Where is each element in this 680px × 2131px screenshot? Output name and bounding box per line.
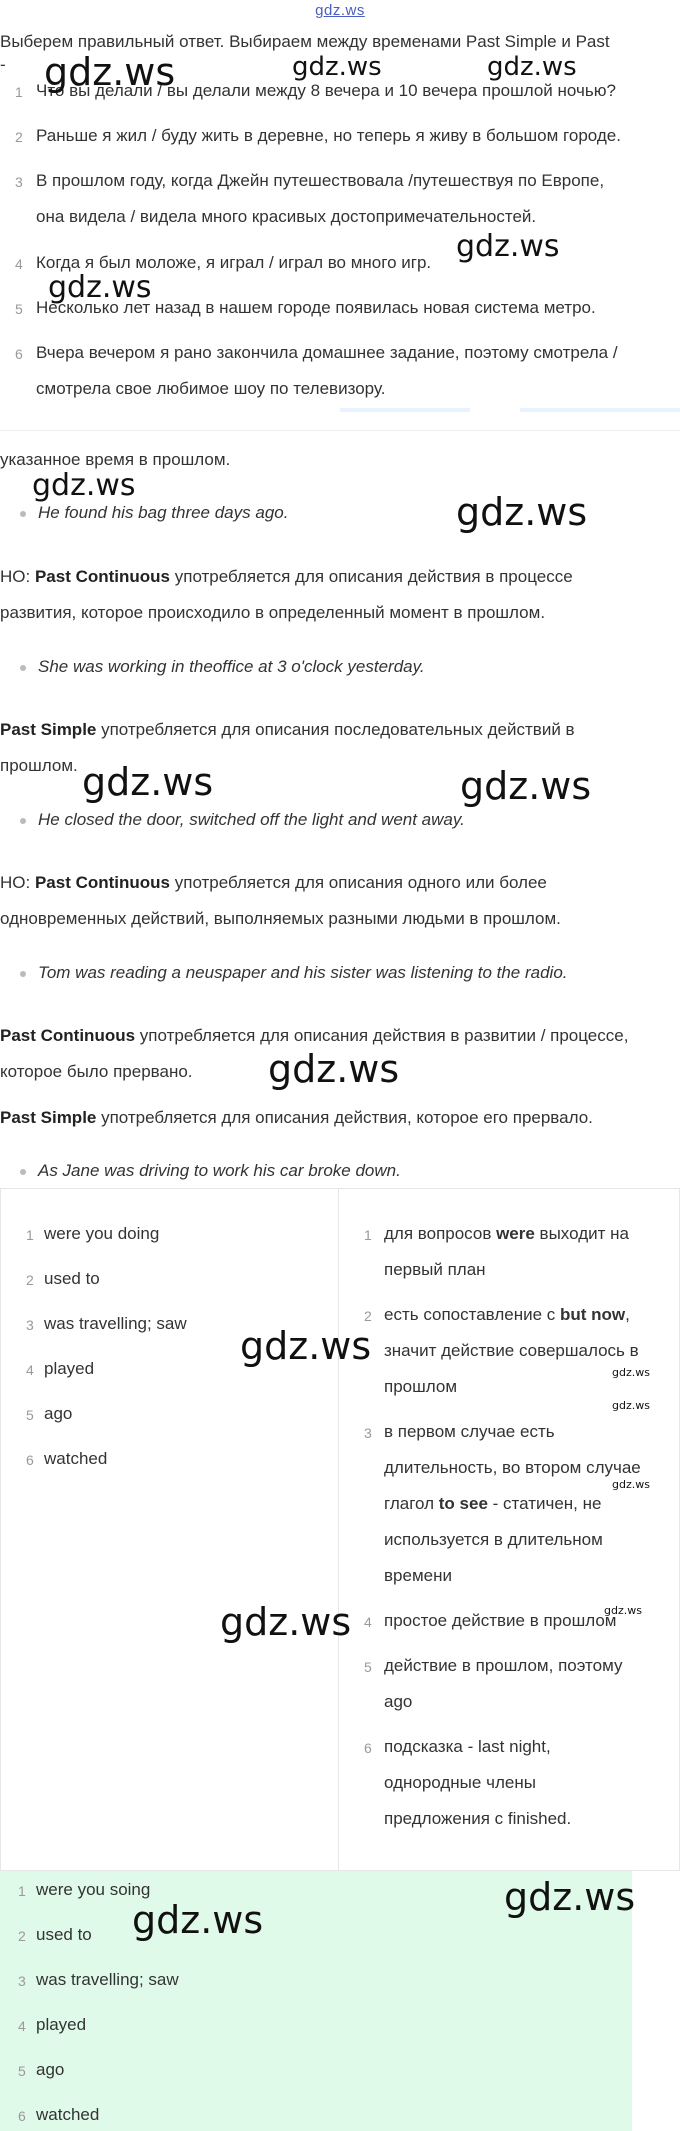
question-text: Раньше я жил / буду жить в деревне, но теперь я живу в большом городе.: [36, 126, 621, 145]
answer-number: 1: [18, 1883, 26, 1899]
watermark: gdz.ws: [32, 468, 136, 503]
watermark: gdz.ws: [48, 270, 152, 305]
answer-text: ago: [44, 1404, 73, 1423]
question-text: В прошлом году, когда Джейн путешествовала /путешествуя по Европе,: [36, 171, 605, 190]
watermark: gdz.ws: [292, 52, 382, 82]
explanation-text: простое действие в прошлом: [384, 1611, 617, 1630]
question-text: Когда я был моложе, я играл / играл во много игр.: [36, 253, 432, 272]
question-text: Что вы делали / вы делали между 8 вечера и 10 вечера прошлой ночью?: [36, 81, 616, 100]
question-text: Вчера вечером я рано закончила домашнее задание, поэтому смотрела /: [36, 343, 618, 362]
example-sentence: He closed the door, switched off the light and went away.: [20, 810, 465, 830]
theory-text: НО: Past Continuous употребляется для описания одного или более: [0, 873, 547, 892]
explanation-text: ago: [384, 1692, 413, 1711]
answer-number: 1: [364, 1227, 372, 1243]
theory-text-cont: которое было прервано.: [0, 1062, 193, 1081]
example-sentence: He found his bag three days ago.: [20, 503, 288, 523]
explanation-text: однородные члены: [384, 1773, 536, 1792]
intro-text-cont: -: [0, 55, 6, 74]
answer-number: 6: [26, 1452, 34, 1468]
watermark: gdz.ws: [487, 52, 577, 82]
answer-text: watched: [44, 1449, 108, 1468]
bullet-icon: [20, 1169, 26, 1175]
answer-number: 2: [18, 1928, 26, 1944]
answer-number: 4: [364, 1614, 372, 1630]
question-text-cont: смотрела свое любимое шоу по телевизору.: [36, 379, 386, 398]
answer-text: used to: [36, 1925, 92, 1944]
question-text: Несколько лет назад в нашем городе появилась новая система метро.: [36, 298, 596, 317]
answer-text: played: [44, 1359, 95, 1378]
question-number: 3: [15, 174, 23, 190]
explanation-text: действие в прошлом, поэтому: [384, 1656, 623, 1675]
answer-number: 3: [26, 1317, 34, 1333]
explanation-text: значит действие совершалось в: [384, 1341, 639, 1360]
theory-text: НО: Past Continuous употребляется для описания действия в процессе: [0, 567, 573, 586]
question-number: 2: [15, 129, 23, 145]
bullet-icon: [20, 665, 26, 671]
answer-number: 4: [26, 1362, 34, 1378]
answer-text: was travelling; saw: [36, 1970, 179, 1989]
watermark: gdz.ws: [504, 1875, 636, 1919]
explanation-text: прошлом: [384, 1377, 458, 1396]
question-text-cont: она видела / видела много красивых достопримечательностей.: [36, 207, 537, 226]
example-sentence: She was working in theoffice at 3 o'clock yesterday.: [20, 657, 425, 677]
watermark: gdz.ws: [132, 1898, 264, 1942]
intro-text: Выберем правильный ответ. Выбираем между временами Past Simple и Past: [0, 32, 610, 51]
answer-text: was travelling; saw: [44, 1314, 187, 1333]
table-divider: [338, 1188, 339, 1871]
overlay-bar: [520, 408, 680, 412]
explanation-text: предложения с finished.: [384, 1809, 572, 1828]
answer-number: 4: [18, 2018, 26, 2034]
answer-number: 2: [364, 1308, 372, 1324]
example-sentence: Tom was reading a neuspaper and his sister was listening to the radio.: [20, 963, 568, 983]
answer-number: 6: [364, 1740, 372, 1756]
answer-text: were you doing: [44, 1224, 160, 1243]
watermark: gdz.ws: [460, 764, 592, 808]
answer-number: 5: [18, 2063, 26, 2079]
explanation-text: в первом случае есть: [384, 1422, 555, 1441]
watermark: gdz.ws: [268, 1047, 400, 1091]
question-number: 6: [15, 346, 23, 362]
explanation-text: глагол to see - статичен, не: [384, 1494, 602, 1513]
answer-number: 3: [364, 1425, 372, 1441]
watermark: gdz.ws: [612, 1366, 650, 1379]
answer-text: ago: [36, 2060, 65, 2079]
watermark: gdz.ws: [456, 229, 560, 264]
divider: [0, 430, 680, 431]
watermark: gdz.ws: [44, 50, 176, 94]
theory-text-cont: прошлом.: [0, 756, 78, 775]
answer-number: 5: [364, 1659, 372, 1675]
example-sentence: As Jane was driving to work his car broke down.: [20, 1161, 401, 1181]
theory-text: указанное время в прошлом.: [0, 450, 231, 469]
theory-text: Past Simple употребляется для описания действия, которое его прервало.: [0, 1108, 593, 1127]
explanation-text: есть сопоставление с but now,: [384, 1305, 630, 1324]
bullet-icon: [20, 971, 26, 977]
theory-text-cont: развития, которое происходило в определенный момент в прошлом.: [0, 603, 546, 622]
explanation-text: для вопросов were выходит на: [384, 1224, 629, 1243]
bullet-icon: [20, 511, 26, 517]
bullet-icon: [20, 818, 26, 824]
watermark: gdz.ws: [612, 1399, 650, 1412]
watermark: gdz.ws: [220, 1600, 352, 1644]
question-number: 1: [15, 84, 23, 100]
theory-text: Past Continuous употребляется для описания действия в развитии / процессе,: [0, 1026, 629, 1045]
answer-number: 1: [26, 1227, 34, 1243]
answer-number: 2: [26, 1272, 34, 1288]
answer-number: 3: [18, 1973, 26, 1989]
explanation-text: подсказка - last night,: [384, 1737, 551, 1756]
answer-text: used to: [44, 1269, 100, 1288]
theory-text-cont: одновременных действий, выполняемых разными людьми в прошлом.: [0, 909, 561, 928]
watermark: gdz.ws: [604, 1604, 642, 1617]
question-number: 5: [15, 301, 23, 317]
answer-number: 5: [26, 1407, 34, 1423]
watermark: gdz.ws: [82, 760, 214, 804]
explanation-text: используется в длительном: [384, 1530, 603, 1549]
explanation-text: времени: [384, 1566, 452, 1585]
answer-text: played: [36, 2015, 87, 2034]
question-number: 4: [15, 256, 23, 272]
explanation-text: длительность, во втором случае: [384, 1458, 641, 1477]
watermark: gdz.ws: [612, 1478, 650, 1491]
answer-text: were you soing: [36, 1880, 151, 1899]
site-logo[interactable]: gdz.ws: [315, 2, 365, 19]
explanation-text: первый план: [384, 1260, 486, 1279]
watermark: gdz.ws: [240, 1324, 372, 1368]
answer-text: watched: [36, 2105, 100, 2124]
watermark: gdz.ws: [456, 490, 588, 534]
overlay-bar: [340, 408, 470, 412]
theory-text: Past Simple употребляется для описания последовательных действий в: [0, 720, 575, 739]
answer-number: 6: [18, 2108, 26, 2124]
